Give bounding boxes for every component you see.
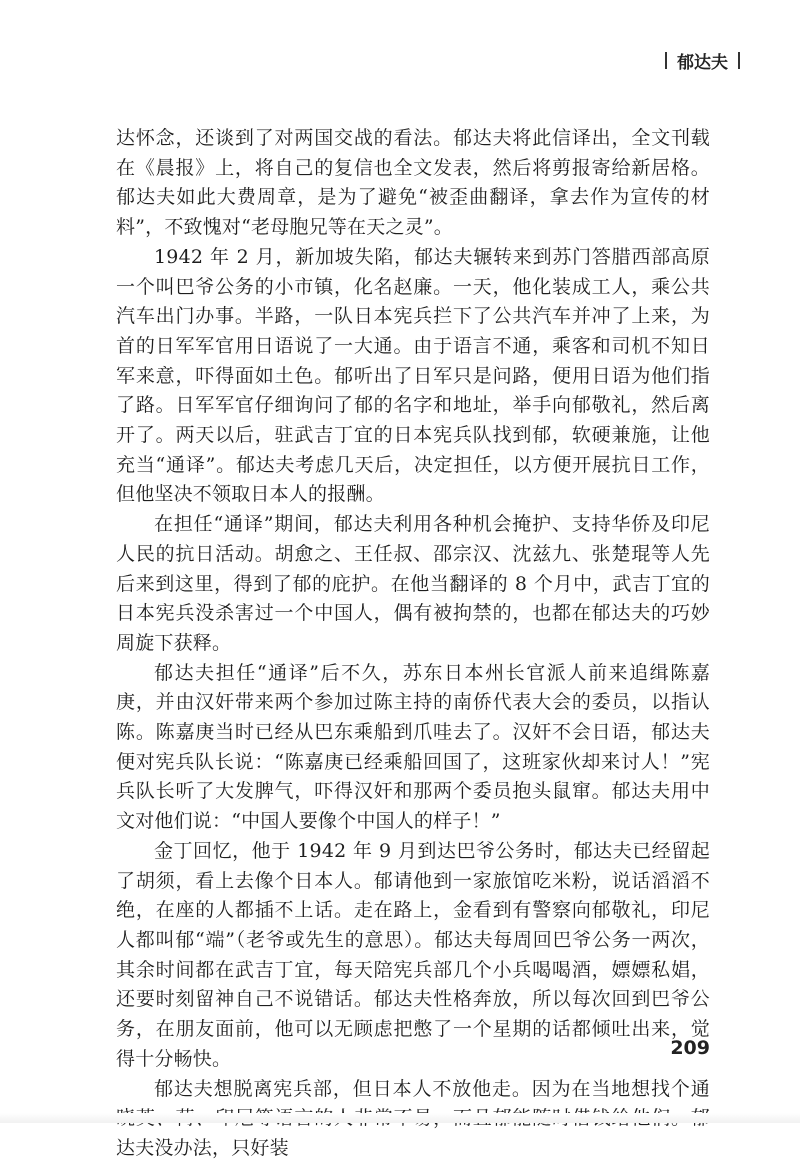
scan-edge — [0, 1113, 800, 1123]
paragraph: 在担任“通译”期间，郁达夫利用各种机会掩护、支持华侨及印尼人民的抗日活动。胡愈之、王任叔、邵宗汉、沈兹九、张楚琨等人先后来到这里，得到了郁的庇护。在他当翻译的 8 个月中，武吉丁宜的日本宪兵没杀害过一个中国人，偶有被拘禁的，也都在郁达夫的巧妙周旋下获释。 — [116, 513, 710, 654]
paragraph: 郁达夫想脱离宪兵部，但日本人不放他走。因为在当地想找个通 达夫没办法，只好装 — [116, 1077, 710, 1159]
paragraph: 金丁回忆，他于 1942 年 9 月到达巴爷公务时，郁达夫已经留起了胡须，看上去像个日本人。郁请他到一家旅馆吃米粉，说话滔滔不绝，在座的人都插不上话。走在路上，金看到有警察向郁敬礼，印尼人都叫郁“端”（老爷或先生的意思）。郁达夫每周回巴爷公务一两次，其余时间都在武吉丁宜，每天陪宪兵部几个小兵喝喝酒，嫖嫖私娼，还要时刻留神自己不说错话。郁达夫性格奔放，所以每次回到巴爷公务，在朋友面前，他可以无顾虑把憋了一个星期的话都倾吐出来，觉得十分畅快。 — [116, 839, 710, 1070]
header-divider-right — [738, 52, 740, 69]
header-title: 郁达夫 — [677, 52, 728, 73]
running-header — [665, 49, 740, 71]
paragraph: 郁达夫担任“通译”后不久，苏东日本州长官派人前来追缉陈嘉庚，并由汉奸带来两个参加过陈主持的南侨代表大会的委员，以指认陈。陈嘉庚当时已经从巴东乘船到爪哇去了。汉奸不会日语，郁达夫便对宪兵队长说：“陈嘉庚已经乘船回国了，这班家伙却来讨人！”宪兵队长听了大发脾气，吓得汉奸和那两个委员抱头鼠窜。郁达夫用中文对他们说：“中国人要像个中国人的样子！” — [116, 661, 710, 833]
paragraph: 1942 年 2 月，新加坡失陷，郁达夫辗转来到苏门答腊西部高原一个叫巴爷公务的小市镇，化名赵廉。一天，他化装成工人，乘公共汽车出门办事。半路，一队日本宪兵拦下了公共汽车并冲了上来，为首的日军军官用日语说了一大通。由于语言不通，乘客和司机不知日军来意，吓得面如土色。郁听出了日军只是问路，便用日语为他们指了路。日军军官仔细询问了郁的名字和地址，举手向郁敬礼，然后离开了。两天以后，驻武吉丁宜的日本宪兵队找到郁，软硬兼施，让他充当“通译”。郁达夫考虑几天后，决定担任，以方便开展抗日工作，但他坚决不领取日本人的报酬。 — [116, 245, 710, 506]
page-number: 209 — [670, 1037, 710, 1059]
body-text — [116, 124, 710, 1164]
paragraph-continued: 达怀念，还谈到了对两国交战的看法。郁达夫将此信译出，全文刊载在《晨报》上，将自己的复信也全文发表，然后将剪报寄给新居格。郁达夫如此大费周章，是为了避免“被歪曲翻译，拿去作为宣传的材料”，不致愧对“老母胞兄等在天之灵”。 — [116, 127, 710, 239]
header-divider-left — [665, 52, 667, 69]
